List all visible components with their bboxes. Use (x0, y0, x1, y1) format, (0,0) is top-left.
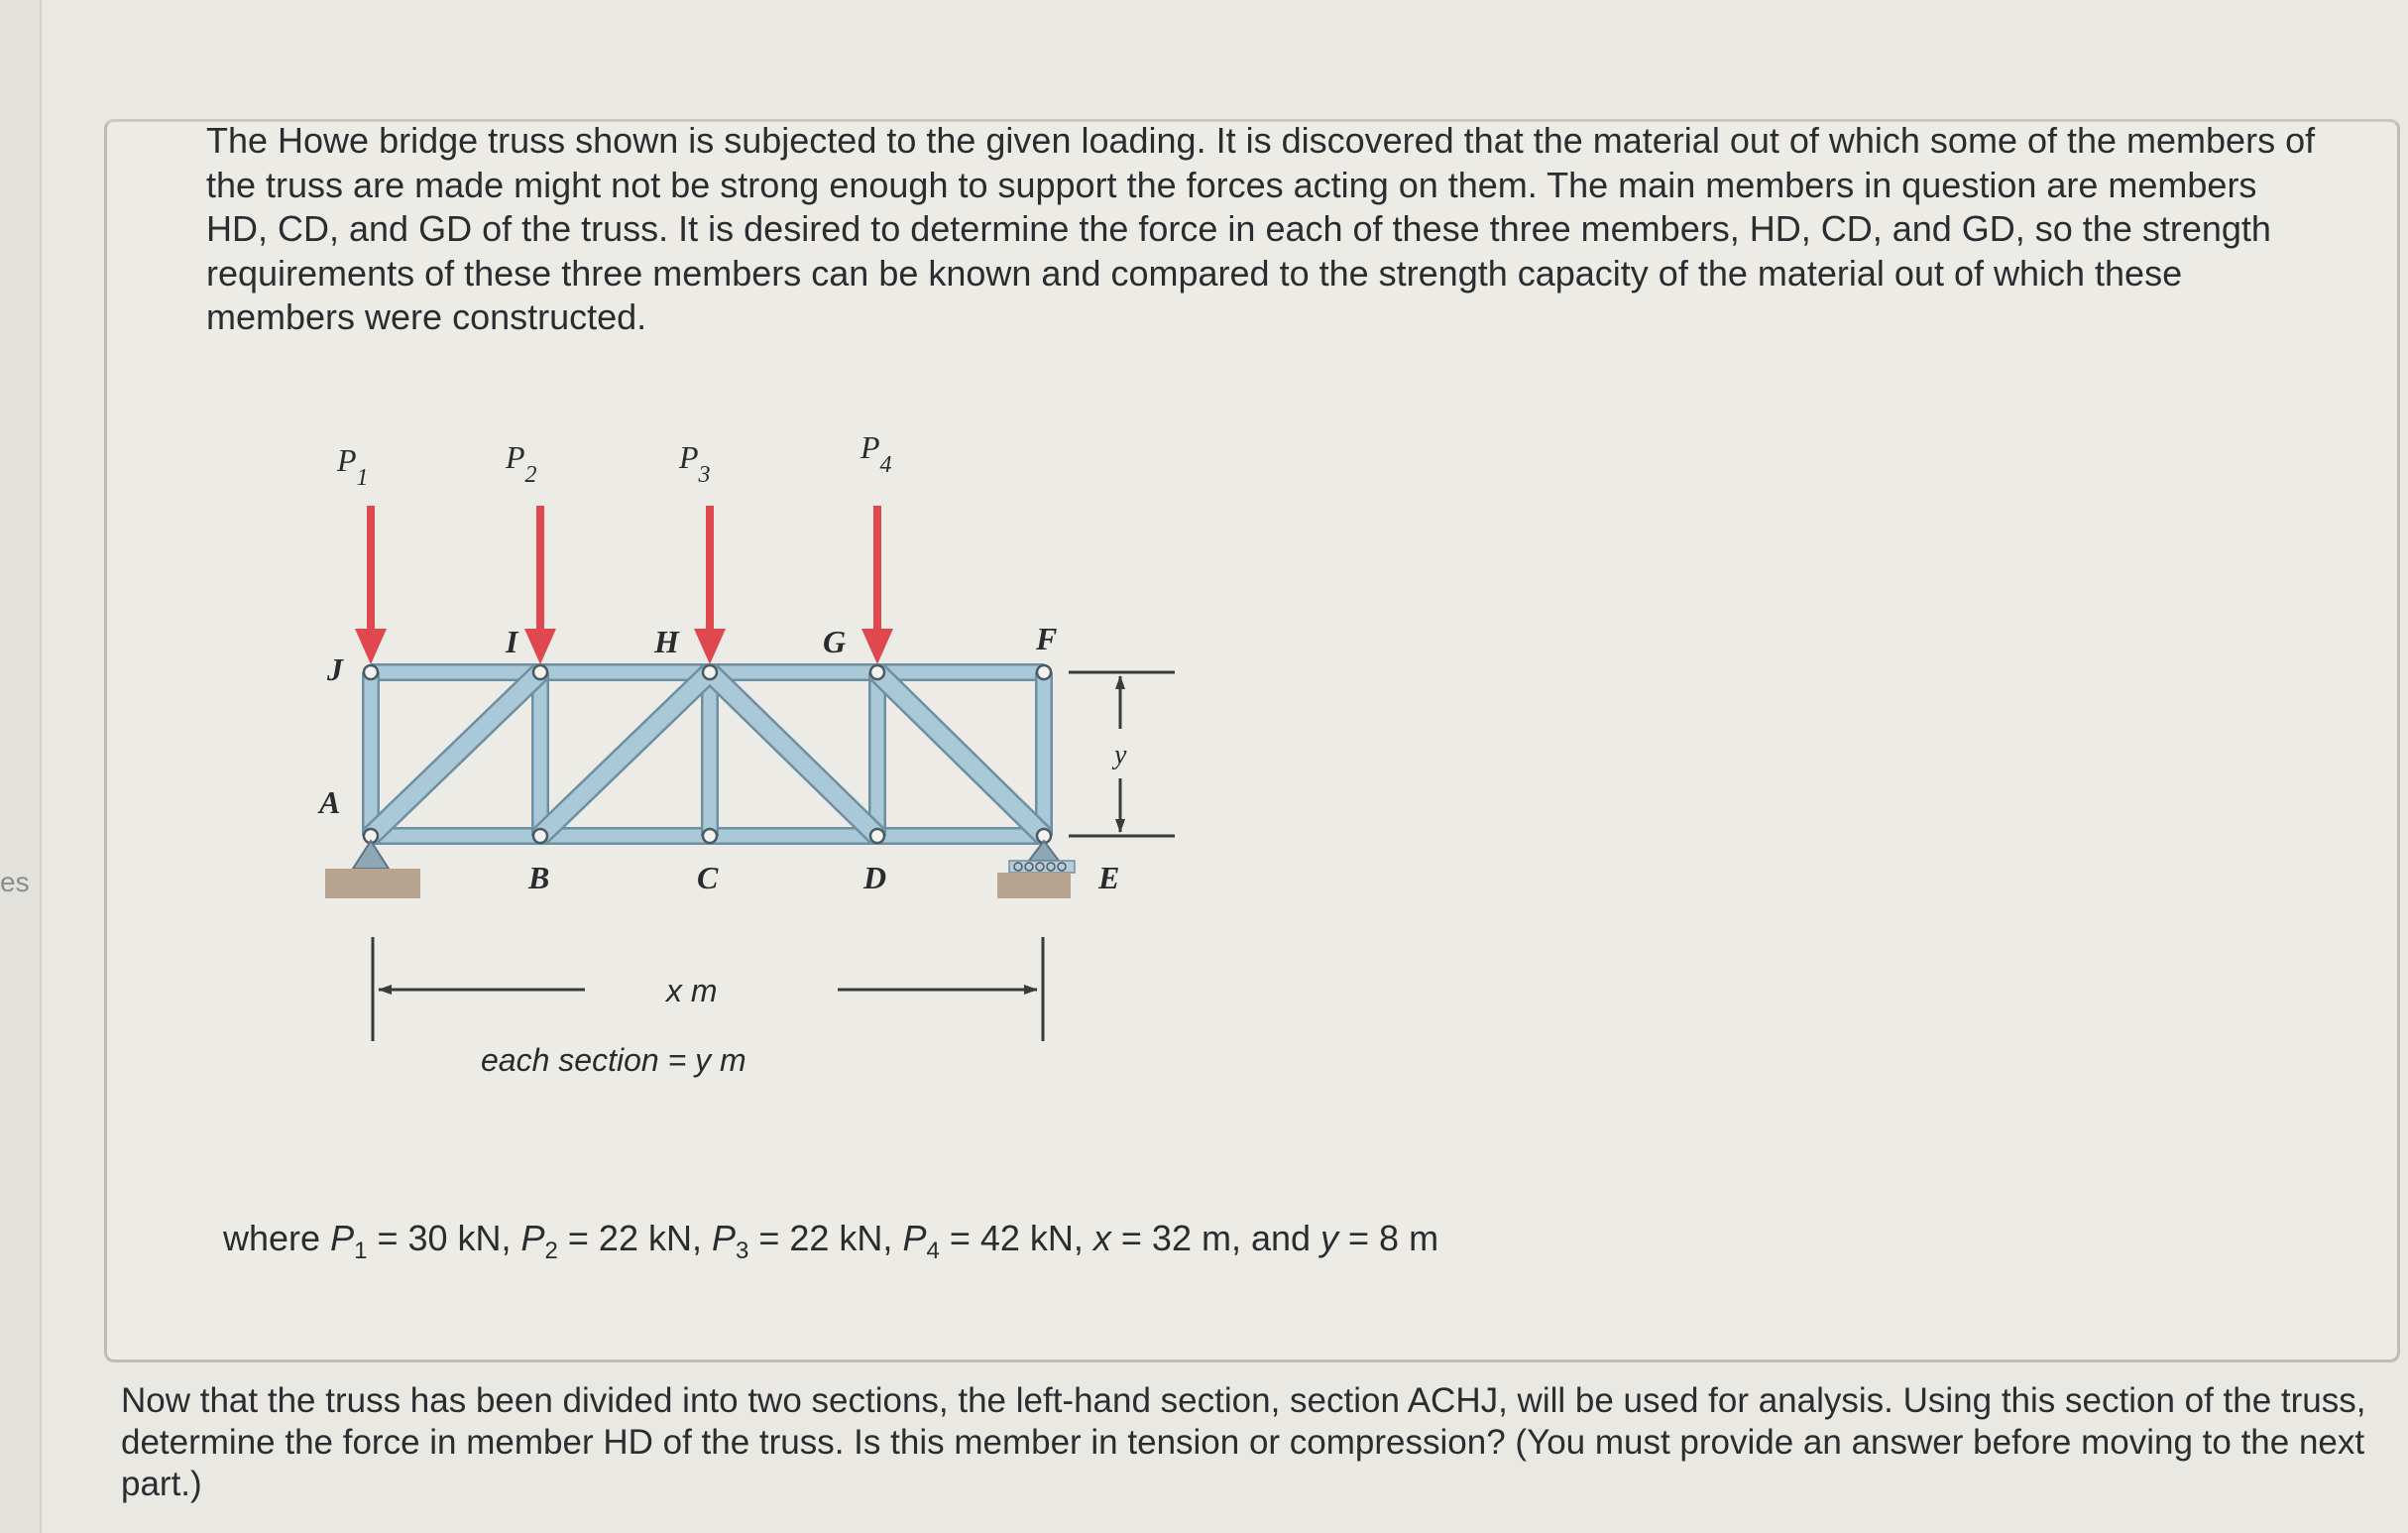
load-label-p1 (336, 442, 369, 491)
p1-label: P (330, 1218, 355, 1258)
p3-value: = 22 kN, (748, 1218, 903, 1258)
node-label-j: J (327, 651, 343, 687)
height-dimension-label: y (1114, 740, 1127, 770)
y-label: y (1320, 1218, 1339, 1258)
load-arrow-p2 (524, 506, 556, 664)
x-label: x (1092, 1218, 1111, 1258)
member-hd-fill (710, 672, 877, 836)
p2-subscript: 2 (544, 1238, 558, 1265)
p2-label: P (520, 1218, 545, 1258)
p3-subscript: 3 (698, 462, 711, 488)
node-label-c: C (697, 860, 719, 895)
node-label-f: F (1036, 621, 1058, 656)
member-ai-fill (371, 672, 540, 836)
p4-subscript: 4 (926, 1238, 940, 1265)
load-label-p3 (678, 439, 711, 488)
left-sidebar-edge (0, 0, 42, 1533)
x-value: = 32 m, and (1110, 1218, 1321, 1258)
node-label-g: G (823, 624, 847, 659)
question-text: The Howe bridge truss shown is subjected to the given loading. It is discovered that the material out of which some of the members of the truss are made might not be strong enough to support the forces acting on them. The main members in question are members HD, CD, and GD of the truss. It is desired to determine the force in each of these three members, HD, CD, and GD, so the strength requirements of these three members can be known and compared to the strength capacity of the material out of which these members were constructed. (206, 120, 2316, 337)
load-label-p4 (860, 429, 892, 478)
given-values (223, 1218, 1438, 1265)
y-value: = 8 m (1338, 1218, 1439, 1258)
roller-support-e (997, 841, 1075, 898)
p2-value: = 22 kN, (557, 1218, 712, 1258)
p4-subscript: 4 (879, 452, 892, 478)
span-dimension-label: x m (666, 973, 718, 1008)
node-label-i: I (506, 624, 518, 659)
member-ge-fill (877, 672, 1044, 836)
p1-value: = 30 kN, (367, 1218, 521, 1258)
where-word: where (223, 1218, 321, 1258)
p3-label: P (711, 1218, 736, 1258)
section-length-label: each section = y m (481, 1042, 746, 1078)
load-arrow-p3 (694, 506, 726, 664)
load-arrow-p4 (861, 506, 893, 664)
p1-symbol: P (337, 442, 357, 478)
p4-value: = 42 kN, (939, 1218, 1093, 1258)
p3-symbol: P (679, 439, 699, 475)
follow-up-question: Now that the truss has been divided into two sections, the left-hand section, section ACHJ, will be used for analysis. Using this section of the truss, determine the force in member HD of the truss. Is this member in tension or compression? (You must provide an answer before moving to the next part.) (121, 1381, 2366, 1503)
load-arrow-p1 (355, 506, 387, 664)
p2-subscript: 2 (524, 462, 537, 488)
p4-symbol: P (860, 429, 880, 465)
load-label-p2 (505, 439, 537, 488)
p1-subscript: 1 (354, 1238, 368, 1265)
truss-members (371, 672, 1044, 836)
node-label-e: E (1098, 860, 1120, 895)
sidebar-label: es (0, 867, 30, 897)
p2-symbol: P (506, 439, 525, 475)
node-label-a: A (319, 784, 341, 820)
p3-subscript: 3 (736, 1238, 749, 1265)
howe-truss-figure (297, 426, 1209, 1101)
p4-label: P (902, 1218, 927, 1258)
node-label-h: H (654, 624, 679, 659)
p1-subscript: 1 (356, 465, 369, 491)
node-label-d: D (863, 860, 887, 895)
member-bh-fill (540, 672, 710, 836)
node-label-b: B (528, 860, 550, 895)
pin-support-a (325, 841, 420, 898)
